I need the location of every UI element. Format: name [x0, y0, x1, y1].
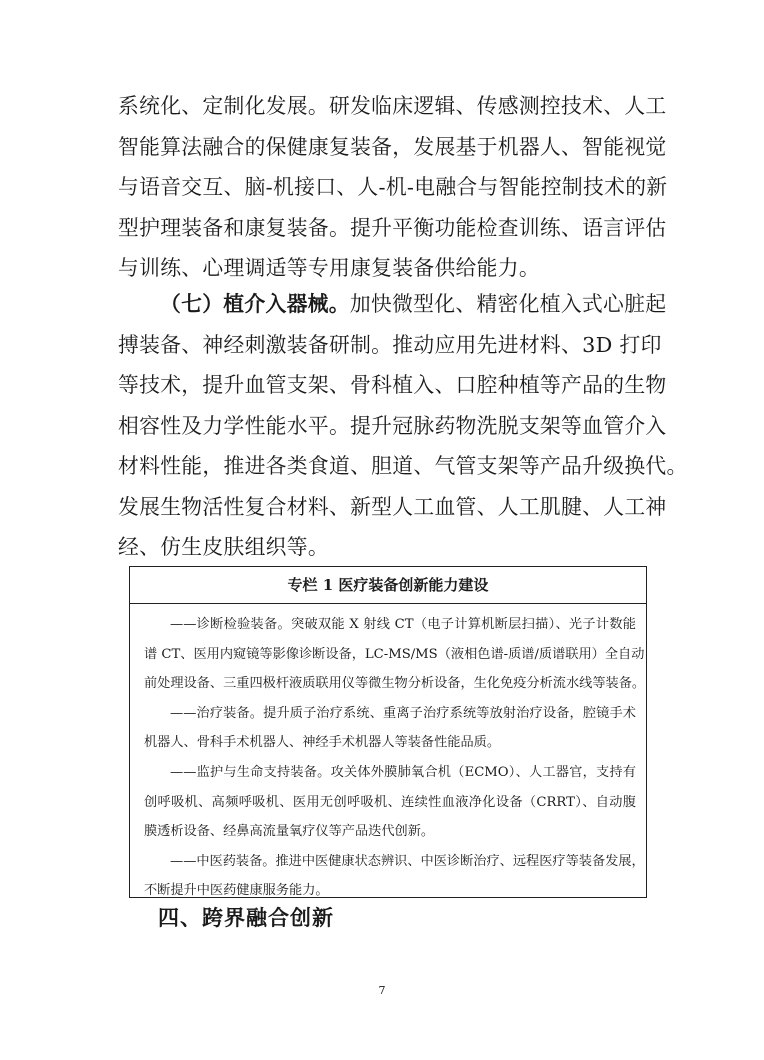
paragraph-implant-devices [118, 284, 688, 568]
box-title: 专栏 1 医疗装备创新能力建设 [130, 567, 646, 604]
text-line: 等技术，提升血管支架、骨科植入、口腔种植等产品的生物 [118, 373, 667, 397]
box-text-line: 前处理设备、三重四极杆液质联用仪等微生物分析设备，生化免疫分析流水线等装备。 [144, 676, 646, 692]
text-line: 经、仿生皮肤组织等。 [118, 535, 329, 559]
text-line: 材料性能，推进各类食道、胆道、气管支架等产品升级换代。 [118, 454, 688, 478]
box-text-line: ——监护与生命支持装备。攻关体外膜肺氧合机（ECMO）、人工器官，支持有 [170, 764, 636, 780]
box-text-line: 谱 CT、医用内窥镜等影像诊断设备，LC-MS/MS（液相色谱-质谱/质谱联用）全自动 [144, 646, 645, 662]
box-text-line: 不断提升中医药健康服务能力。 [144, 883, 329, 899]
section-heading: 四、跨界融合创新 [158, 906, 334, 930]
box-body [130, 604, 646, 906]
box-text-line: 机器人、骨科手术机器人、神经手术机器人等装备性能品质。 [144, 735, 501, 751]
text-line [118, 284, 667, 325]
paragraph-first-line: 加快微型化、精密化植入式心脏起 [349, 292, 667, 316]
text-line: 与语音交互、脑-机接口、人-机-电融合与智能控制技术的新 [118, 175, 668, 199]
box-text-line: 膜透析设备、经鼻高流量氧疗仪等产品迭代创新。 [144, 824, 435, 840]
text-line: 搏装备、神经刺激装备研制。推动应用先进材料、3D 打印 [118, 332, 662, 357]
text-line: 型护理装备和康复装备。提升平衡功能检查训练、语言评估 [118, 215, 667, 240]
box-text-line: ——诊断检验装备。突破双能 X 射线 CT（电子计算机断层扫描）、光子计数能 [170, 617, 636, 632]
text-line: 发展生物活性复合材料、新型人工血管、人工肌腱、人工神 [118, 494, 667, 519]
paragraph-heading: （七）植介入器械。 [160, 291, 350, 316]
text-line: 系统化、定制化发展。研发临床逻辑、传感测控技术、人工 [118, 94, 667, 118]
text-line: 智能算法融合的保健康复装备，发展基于机器人、智能视觉 [118, 134, 667, 159]
text-line: 与训练、心理调适等专用康复装备供给能力。 [118, 256, 540, 280]
text-line: 相容性及力学性能水平。提升冠脉药物洗脱支架等血管介入 [118, 413, 667, 438]
page-number: 7 [378, 984, 386, 997]
paragraph-rehab-equipment [118, 86, 668, 289]
box-text-line: ——治疗装备。提升质子治疗系统、重离子治疗系统等放射治疗设备，腔镜手术 [170, 705, 636, 721]
box-text-line: 创呼吸机、高频呼吸机、医用无创呼吸机、连续性血液净化设备（CRRT）、自动腹 [144, 794, 636, 810]
special-column-box [129, 566, 647, 898]
box-text-line: ——中医药装备。推进中医健康状态辨识、中医诊断治疗、远程医疗等装备发展， [170, 853, 645, 869]
